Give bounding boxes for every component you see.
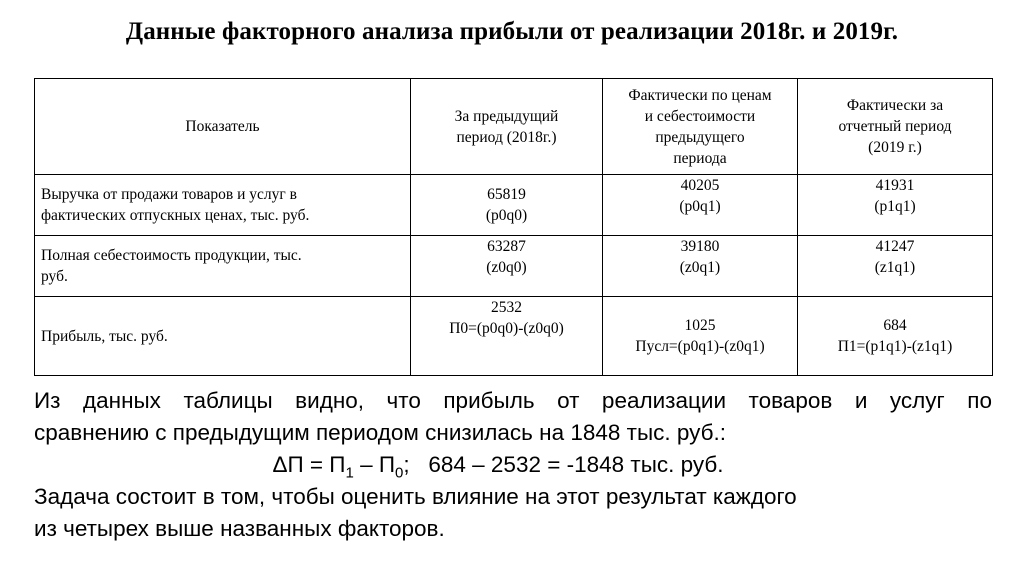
table-cell: 684 П1=(p1q1)-(z1q1) — [798, 297, 993, 376]
table-cell: 63287 (z0q0) — [411, 236, 603, 297]
paragraph1-line1: Из данных таблицы видно, что прибыль от реализации товаров и услуг по — [34, 388, 992, 413]
table-row-cost — [35, 236, 993, 297]
header-indicator: Показатель — [35, 79, 411, 175]
row-label: Прибыль, тыс. руб. — [35, 297, 411, 376]
header-actual-at-base-prices: Фактически по ценам и себестоимости предыдущего периода — [603, 79, 798, 175]
paragraph2-line2: из четырех выше названных факторов. — [34, 516, 445, 541]
factor-analysis-table — [34, 78, 993, 376]
table-row-profit — [35, 297, 993, 376]
body-text — [34, 385, 992, 545]
table-header-row — [35, 79, 993, 175]
header-previous-period: За предыдущий период (2018г.) — [411, 79, 603, 175]
paragraph1-line2: сравнению с предыдущим периодом снизилась на 1848 тыс. руб.: — [34, 420, 727, 445]
row-label: Выручка от продажи товаров и услуг в фактических отпускных ценах, тыс. руб. — [35, 175, 411, 236]
page-title: Данные факторного анализа прибыли от реализации 2018г. и 2019г. — [125, 18, 899, 45]
table-cell: 39180 (z0q1) — [603, 236, 798, 297]
table-cell: 65819 (p0q0) — [411, 175, 603, 236]
table-row-revenue — [35, 175, 993, 236]
table-cell: 2532 П0=(p0q0)-(z0q0) — [411, 297, 603, 376]
table-cell: 1025 Пусл=(p0q1)-(z0q1) — [603, 297, 798, 376]
header-actual-reporting-period: Фактически за отчетный период (2019 г.) — [798, 79, 993, 175]
table-cell: 40205 (p0q1) — [603, 175, 798, 236]
table-cell: 41247 (z1q1) — [798, 236, 993, 297]
row-label: Полная себестоимость продукции, тыс. руб. — [35, 236, 411, 297]
profit-change-formula: $\Delta П = П_1 - П_0$; 684 – 2532 = -1848 тыс. руб. — [272, 452, 724, 482]
table-cell: 41931 (p1q1) — [798, 175, 993, 236]
paragraph2-line1: Задача состоит в том, чтобы оценить влияние на этот результат каждого — [34, 484, 797, 509]
